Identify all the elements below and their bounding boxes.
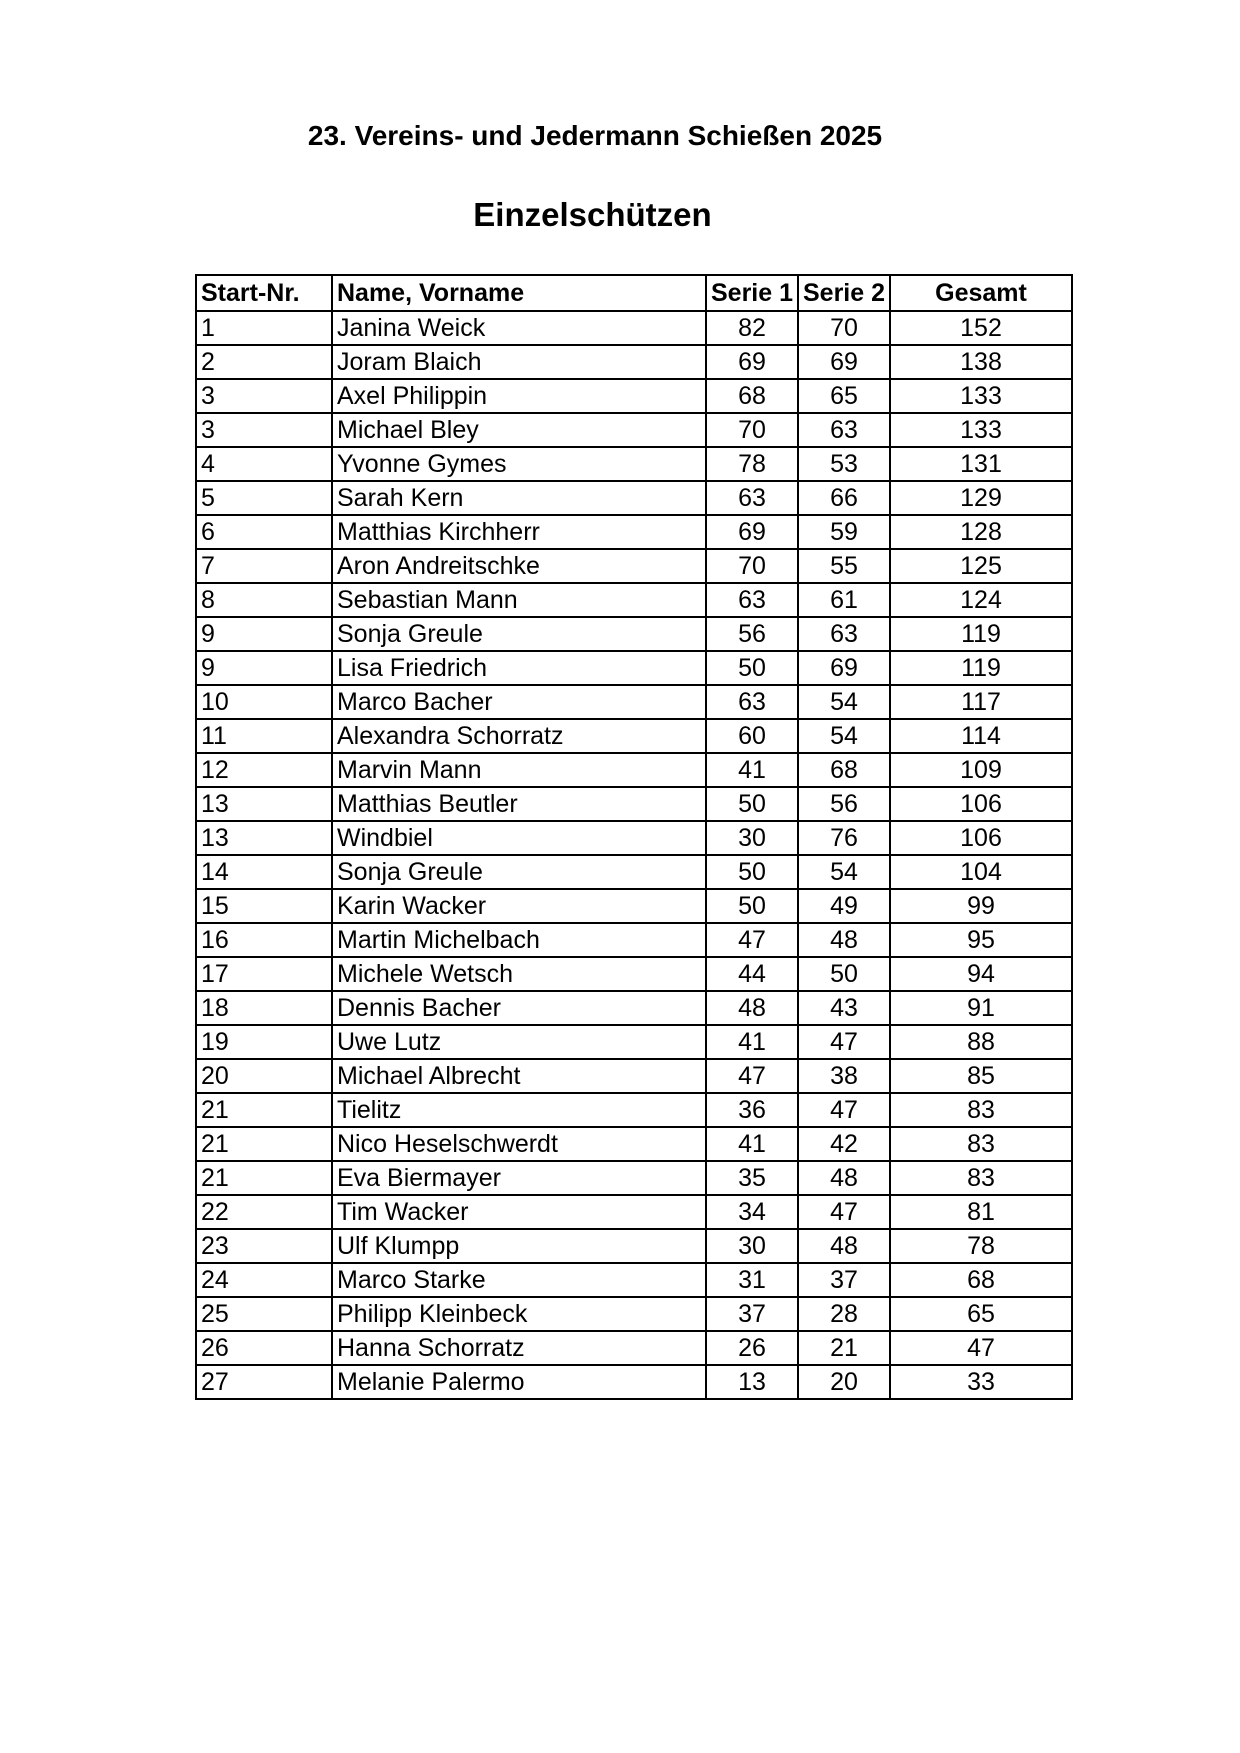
- serie-2-cell: 69: [798, 345, 890, 379]
- serie-1-cell: 63: [706, 583, 798, 617]
- document-title: 23. Vereins- und Jedermann Schießen 2025: [307, 120, 883, 151]
- serie-2-cell: 56: [798, 787, 890, 821]
- serie-1-cell: 37: [706, 1297, 798, 1331]
- serie-2-cell: 38: [798, 1059, 890, 1093]
- table-row: [196, 515, 1072, 549]
- start-number-cell: 6: [196, 515, 332, 549]
- start-number-cell: 27: [196, 1365, 332, 1399]
- table-row: [196, 1127, 1072, 1161]
- start-number-cell: 24: [196, 1263, 332, 1297]
- header-serie-1: Serie 1: [706, 275, 798, 311]
- serie-1-cell: 47: [706, 1059, 798, 1093]
- table-row: [196, 889, 1072, 923]
- results-table: [195, 274, 1073, 1400]
- table-row: [196, 1059, 1072, 1093]
- serie-2-cell: 68: [798, 753, 890, 787]
- total-cell: 125: [890, 549, 1072, 583]
- table-row: [196, 719, 1072, 753]
- table-row: [196, 651, 1072, 685]
- name-cell: Yvonne Gymes: [332, 447, 706, 481]
- serie-1-cell: 30: [706, 821, 798, 855]
- total-cell: 88: [890, 1025, 1072, 1059]
- total-cell: 119: [890, 617, 1072, 651]
- name-cell: Matthias Kirchherr: [332, 515, 706, 549]
- name-cell: Philipp Kleinbeck: [332, 1297, 706, 1331]
- serie-1-cell: 50: [706, 855, 798, 889]
- results-table-header: [196, 275, 1072, 311]
- total-cell: 133: [890, 413, 1072, 447]
- serie-1-cell: 50: [706, 787, 798, 821]
- serie-1-cell: 30: [706, 1229, 798, 1263]
- total-cell: 78: [890, 1229, 1072, 1263]
- start-number-cell: 4: [196, 447, 332, 481]
- table-row: [196, 821, 1072, 855]
- serie-2-cell: 20: [798, 1365, 890, 1399]
- name-cell: Uwe Lutz: [332, 1025, 706, 1059]
- name-cell: Joram Blaich: [332, 345, 706, 379]
- serie-1-cell: 70: [706, 549, 798, 583]
- start-number-cell: 23: [196, 1229, 332, 1263]
- start-number-cell: 21: [196, 1093, 332, 1127]
- serie-1-cell: 50: [706, 889, 798, 923]
- serie-1-cell: 41: [706, 1025, 798, 1059]
- name-cell: Nico Heselschwerdt: [332, 1127, 706, 1161]
- table-row: [196, 753, 1072, 787]
- total-cell: 106: [890, 787, 1072, 821]
- serie-1-cell: 41: [706, 753, 798, 787]
- total-cell: 152: [890, 311, 1072, 345]
- table-row: [196, 481, 1072, 515]
- serie-2-cell: 48: [798, 1161, 890, 1195]
- serie-2-cell: 48: [798, 1229, 890, 1263]
- name-cell: Melanie Palermo: [332, 1365, 706, 1399]
- serie-2-cell: 49: [798, 889, 890, 923]
- serie-2-cell: 21: [798, 1331, 890, 1365]
- start-number-cell: 8: [196, 583, 332, 617]
- total-cell: 85: [890, 1059, 1072, 1093]
- name-cell: Eva Biermayer: [332, 1161, 706, 1195]
- table-row: [196, 1195, 1072, 1229]
- total-cell: 47: [890, 1331, 1072, 1365]
- name-cell: Alexandra Schorratz: [332, 719, 706, 753]
- serie-2-cell: 37: [798, 1263, 890, 1297]
- start-number-cell: 14: [196, 855, 332, 889]
- start-number-cell: 17: [196, 957, 332, 991]
- results-table-body: [196, 311, 1072, 1399]
- start-number-cell: 21: [196, 1127, 332, 1161]
- serie-1-cell: 63: [706, 481, 798, 515]
- start-number-cell: 3: [196, 379, 332, 413]
- total-cell: 83: [890, 1127, 1072, 1161]
- serie-1-cell: 36: [706, 1093, 798, 1127]
- table-row: [196, 311, 1072, 345]
- serie-2-cell: 63: [798, 413, 890, 447]
- total-cell: 129: [890, 481, 1072, 515]
- total-cell: 119: [890, 651, 1072, 685]
- serie-2-cell: 54: [798, 719, 890, 753]
- total-cell: 83: [890, 1093, 1072, 1127]
- serie-1-cell: 47: [706, 923, 798, 957]
- name-cell: Marvin Mann: [332, 753, 706, 787]
- serie-1-cell: 31: [706, 1263, 798, 1297]
- total-cell: 131: [890, 447, 1072, 481]
- start-number-cell: 9: [196, 651, 332, 685]
- serie-2-cell: 66: [798, 481, 890, 515]
- serie-1-cell: 41: [706, 1127, 798, 1161]
- header-row: [196, 275, 1072, 311]
- name-cell: Sonja Greule: [332, 855, 706, 889]
- name-cell: Michael Albrecht: [332, 1059, 706, 1093]
- table-row: [196, 345, 1072, 379]
- table-row: [196, 685, 1072, 719]
- start-number-cell: 10: [196, 685, 332, 719]
- table-row: [196, 1365, 1072, 1399]
- serie-1-cell: 69: [706, 515, 798, 549]
- serie-1-cell: 60: [706, 719, 798, 753]
- total-cell: 124: [890, 583, 1072, 617]
- serie-2-cell: 61: [798, 583, 890, 617]
- total-cell: 106: [890, 821, 1072, 855]
- table-row: [196, 1297, 1072, 1331]
- header-name: Name, Vorname: [332, 275, 706, 311]
- serie-2-cell: 47: [798, 1195, 890, 1229]
- table-row: [196, 583, 1072, 617]
- total-cell: 83: [890, 1161, 1072, 1195]
- name-cell: Windbiel: [332, 821, 706, 855]
- total-cell: 99: [890, 889, 1072, 923]
- serie-1-cell: 69: [706, 345, 798, 379]
- start-number-cell: 13: [196, 821, 332, 855]
- serie-2-cell: 76: [798, 821, 890, 855]
- serie-2-cell: 65: [798, 379, 890, 413]
- name-cell: Martin Michelbach: [332, 923, 706, 957]
- name-cell: Sarah Kern: [332, 481, 706, 515]
- name-cell: Tim Wacker: [332, 1195, 706, 1229]
- name-cell: Lisa Friedrich: [332, 651, 706, 685]
- name-cell: Karin Wacker: [332, 889, 706, 923]
- serie-2-cell: 42: [798, 1127, 890, 1161]
- total-cell: 117: [890, 685, 1072, 719]
- serie-1-cell: 34: [706, 1195, 798, 1229]
- serie-1-cell: 13: [706, 1365, 798, 1399]
- start-number-cell: 9: [196, 617, 332, 651]
- serie-2-cell: 50: [798, 957, 890, 991]
- table-row: [196, 991, 1072, 1025]
- start-number-cell: 18: [196, 991, 332, 1025]
- serie-2-cell: 55: [798, 549, 890, 583]
- serie-1-cell: 48: [706, 991, 798, 1025]
- total-cell: 109: [890, 753, 1072, 787]
- table-row: [196, 617, 1072, 651]
- document-subtitle: Einzelschützen: [473, 196, 712, 233]
- serie-2-cell: 54: [798, 855, 890, 889]
- start-number-cell: 7: [196, 549, 332, 583]
- serie-2-cell: 43: [798, 991, 890, 1025]
- start-number-cell: 25: [196, 1297, 332, 1331]
- start-number-cell: 15: [196, 889, 332, 923]
- serie-2-cell: 69: [798, 651, 890, 685]
- serie-1-cell: 68: [706, 379, 798, 413]
- table-row: [196, 379, 1072, 413]
- total-cell: 114: [890, 719, 1072, 753]
- name-cell: Marco Bacher: [332, 685, 706, 719]
- start-number-cell: 20: [196, 1059, 332, 1093]
- header-serie-2: Serie 2: [798, 275, 890, 311]
- serie-1-cell: 70: [706, 413, 798, 447]
- serie-1-cell: 82: [706, 311, 798, 345]
- table-row: [196, 1229, 1072, 1263]
- start-number-cell: 12: [196, 753, 332, 787]
- serie-2-cell: 54: [798, 685, 890, 719]
- serie-2-cell: 47: [798, 1093, 890, 1127]
- total-cell: 128: [890, 515, 1072, 549]
- name-cell: Tielitz: [332, 1093, 706, 1127]
- serie-2-cell: 48: [798, 923, 890, 957]
- start-number-cell: 1: [196, 311, 332, 345]
- serie-1-cell: 56: [706, 617, 798, 651]
- serie-1-cell: 35: [706, 1161, 798, 1195]
- table-row: [196, 1263, 1072, 1297]
- start-number-cell: 21: [196, 1161, 332, 1195]
- table-row: [196, 549, 1072, 583]
- total-cell: 33: [890, 1365, 1072, 1399]
- total-cell: 91: [890, 991, 1072, 1025]
- start-number-cell: 13: [196, 787, 332, 821]
- table-row: [196, 855, 1072, 889]
- serie-1-cell: 44: [706, 957, 798, 991]
- start-number-cell: 11: [196, 719, 332, 753]
- name-cell: Axel Philippin: [332, 379, 706, 413]
- name-cell: Matthias Beutler: [332, 787, 706, 821]
- serie-2-cell: 70: [798, 311, 890, 345]
- table-row: [196, 1093, 1072, 1127]
- total-cell: 81: [890, 1195, 1072, 1229]
- total-cell: 95: [890, 923, 1072, 957]
- name-cell: Sonja Greule: [332, 617, 706, 651]
- serie-1-cell: 63: [706, 685, 798, 719]
- table-row: [196, 1161, 1072, 1195]
- start-number-cell: 22: [196, 1195, 332, 1229]
- name-cell: Ulf Klumpp: [332, 1229, 706, 1263]
- table-row: [196, 1331, 1072, 1365]
- header-total: Gesamt: [890, 275, 1072, 311]
- start-number-cell: 16: [196, 923, 332, 957]
- table-row: [196, 447, 1072, 481]
- total-cell: 133: [890, 379, 1072, 413]
- serie-1-cell: 78: [706, 447, 798, 481]
- serie-2-cell: 59: [798, 515, 890, 549]
- start-number-cell: 2: [196, 345, 332, 379]
- name-cell: Dennis Bacher: [332, 991, 706, 1025]
- start-number-cell: 26: [196, 1331, 332, 1365]
- name-cell: Michael Bley: [332, 413, 706, 447]
- serie-1-cell: 50: [706, 651, 798, 685]
- table-row: [196, 957, 1072, 991]
- total-cell: 68: [890, 1263, 1072, 1297]
- total-cell: 104: [890, 855, 1072, 889]
- serie-1-cell: 26: [706, 1331, 798, 1365]
- name-cell: Marco Starke: [332, 1263, 706, 1297]
- table-row: [196, 923, 1072, 957]
- name-cell: Sebastian Mann: [332, 583, 706, 617]
- table-row: [196, 787, 1072, 821]
- table-row: [196, 1025, 1072, 1059]
- start-number-cell: 5: [196, 481, 332, 515]
- total-cell: 138: [890, 345, 1072, 379]
- serie-2-cell: 28: [798, 1297, 890, 1331]
- serie-2-cell: 63: [798, 617, 890, 651]
- serie-2-cell: 53: [798, 447, 890, 481]
- start-number-cell: 3: [196, 413, 332, 447]
- name-cell: Michele Wetsch: [332, 957, 706, 991]
- name-cell: Janina Weick: [332, 311, 706, 345]
- total-cell: 94: [890, 957, 1072, 991]
- table-row: [196, 413, 1072, 447]
- header-start-number: Start-Nr.: [196, 275, 332, 311]
- name-cell: Hanna Schorratz: [332, 1331, 706, 1365]
- serie-2-cell: 47: [798, 1025, 890, 1059]
- start-number-cell: 19: [196, 1025, 332, 1059]
- total-cell: 65: [890, 1297, 1072, 1331]
- name-cell: Aron Andreitschke: [332, 549, 706, 583]
